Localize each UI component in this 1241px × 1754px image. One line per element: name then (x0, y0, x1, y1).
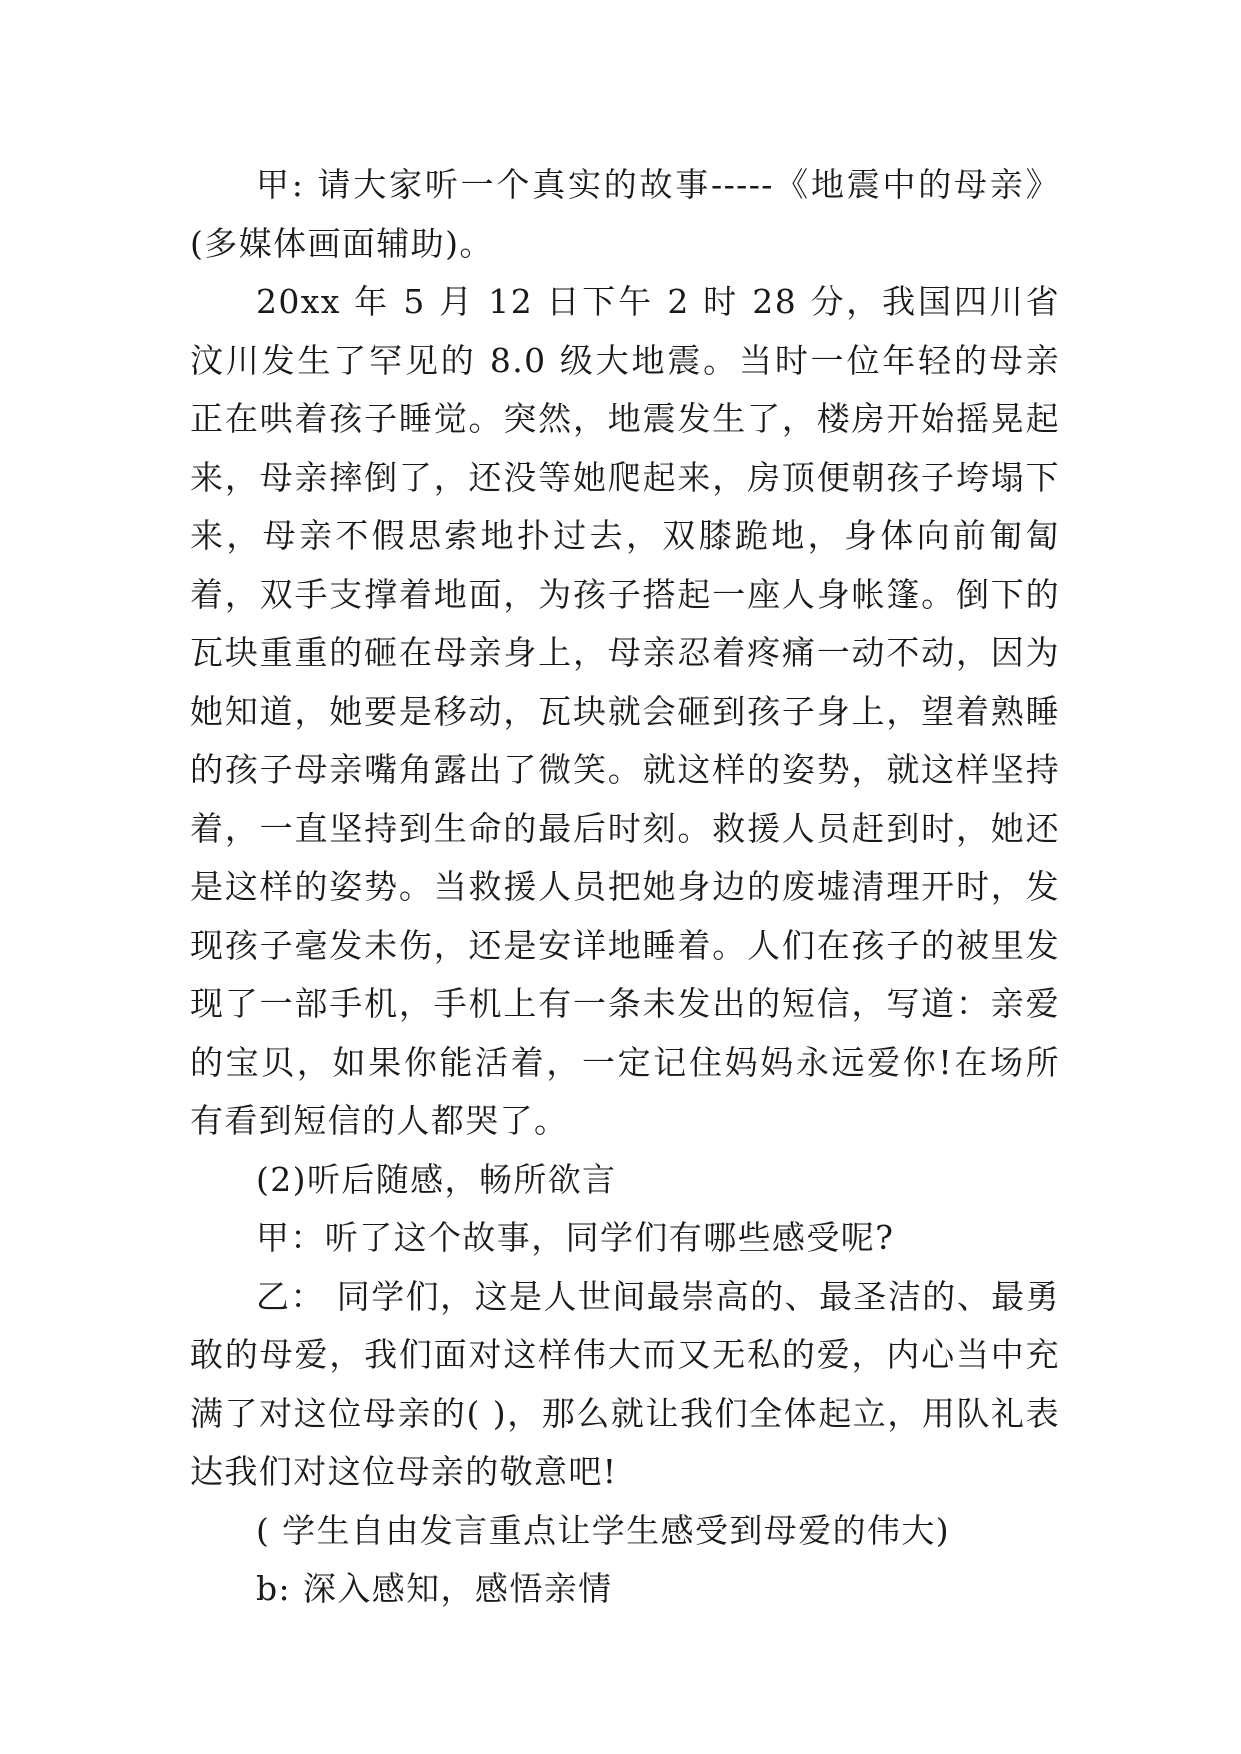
paragraph-response: 乙： 同学们，这是人世间最崇高的、最圣洁的、最勇敢的母爱，我们面对这样伟大而又无私的爱，内心当中充满了对这位母亲的( )，那么就让我们全体起立，用队礼表达我们对这位母亲的敬意吧! (190, 1276, 1060, 1491)
paragraph-intro: 甲: 请大家听一个真实的故事-----《地震中的母亲》(多媒体画面辅助)。 (190, 165, 1060, 263)
document-body (190, 156, 1060, 1619)
paragraph-question: 甲：听了这个故事，同学们有哪些感受呢? (256, 1218, 895, 1257)
paragraph-section-2: (2)听后随感，畅所欲言 (256, 1159, 617, 1199)
paragraph-story: 20xx 年 5 月 12 日下午 2 时 28 分，我国四川省汶川发生了罕见的 8.0 级大地震。当时一位年轻的母亲正在哄着孩子睡觉。突然，地震发生了，楼房开始摇晃起来，母亲摔倒了，还没等她爬起来，房顶便朝孩子垮塌下来，母亲不假思索地扑过去，双膝跪地，身体向前匍匐着，双手支撑着地面，为孩子搭起一座人身帐篷。倒下的瓦块重重的砸在母亲身上，母亲忍着疼痛一动不动，因为她知道，她要是移动，瓦块就会砸到孩子身上，望着熟睡的孩子母亲嘴角露出了微笑。就这样的姿势，就这样坚持着，一直坚持到生命的最后时刻。救援人员赶到时，她还是这样的姿势。当救援人员把她身边的废墟清理开时，发现孩子毫发未伤，还是安详地睡着。人们在孩子的被里发现了一部手机，手机上有一条未发出的短信，写道：亲爱的宝贝，如果你能活着，一定记住妈妈永远爱你!在场所有看到短信的人都哭了。 (190, 282, 1060, 1140)
paragraph-note: ( 学生自由发言重点让学生感受到母爱的伟大) (256, 1510, 951, 1550)
paragraph-section-b: b: 深入感知，感悟亲情 (256, 1569, 613, 1608)
